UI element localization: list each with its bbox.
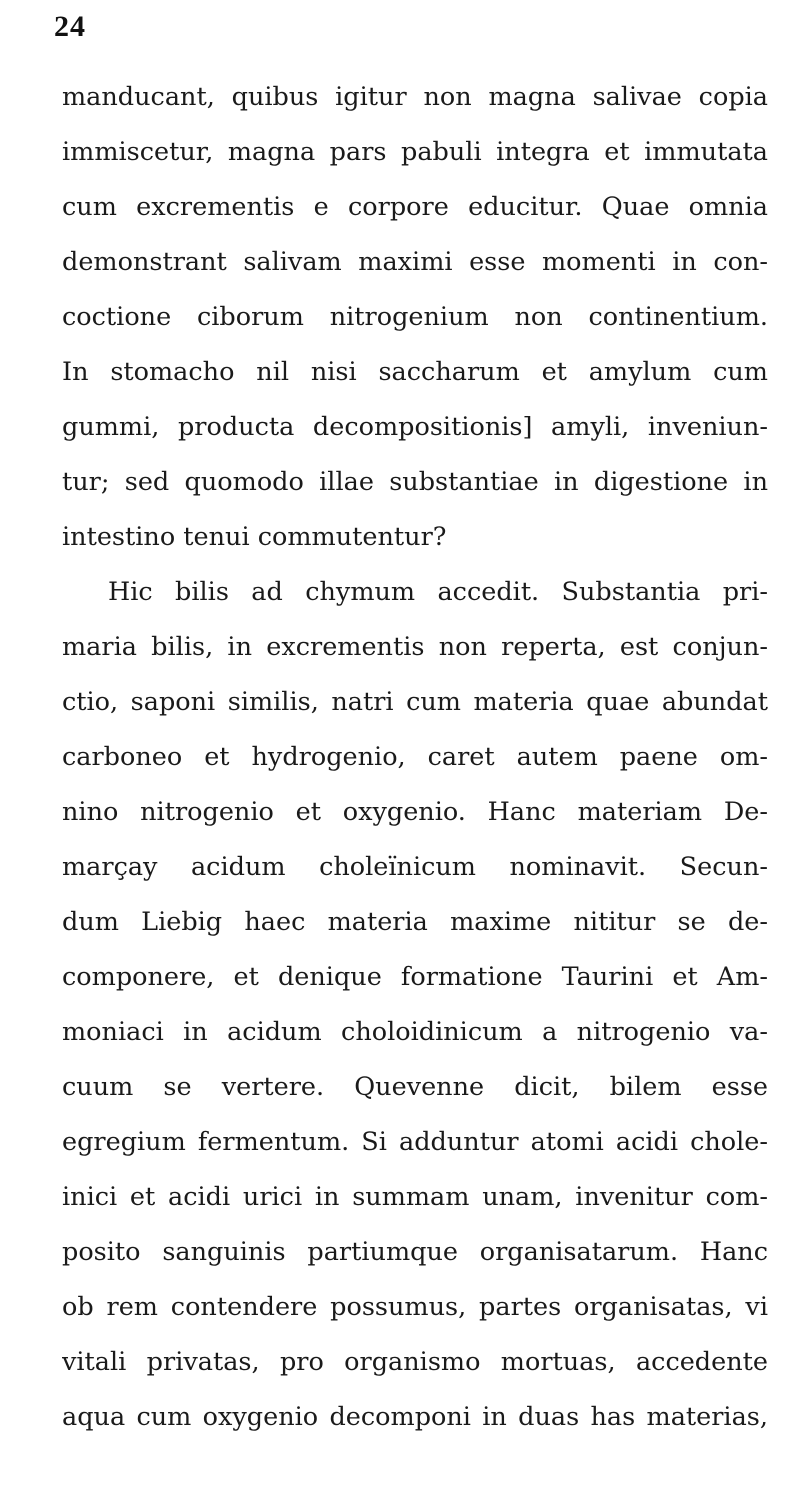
text-line: vitali privatas, pro organismo mortuas, accedente	[62, 1347, 768, 1377]
text-line: maria bilis, in excrementis non reperta, est conjun-	[62, 632, 768, 662]
text-line: dum Liebig haec materia maxime nititur se de-	[62, 907, 768, 937]
text-line: egregium fermentum. Si adduntur atomi acidi chole-	[62, 1127, 768, 1157]
text-line: gummi, producta decompositionis] amyli, inveniun-	[62, 412, 768, 442]
text-line: componere, et denique formatione Taurini et Am-	[62, 962, 768, 992]
text-line: ob rem contendere possumus, partes organisatas, vi	[62, 1292, 768, 1322]
text-line: manducant, quibus igitur non magna salivae copia	[62, 82, 768, 112]
text-line: demonstrant salivam maximi esse momenti in con-	[62, 247, 768, 277]
paragraph-last-line: intestino tenui commutentur?	[62, 522, 447, 552]
text-line: nino nitrogenio et oxygenio. Hanc materiam De-	[62, 797, 768, 827]
text-line: immiscetur, magna pars pabuli integra et immutata	[62, 137, 768, 167]
text-line: carboneo et hydrogenio, caret autem paene om-	[62, 742, 768, 772]
text-line: cum excrementis e corpore educitur. Quae omnia	[62, 192, 768, 222]
text-line: In stomacho nil nisi saccharum et amylum cum	[62, 357, 768, 387]
text-line: tur; sed quomodo illae substantiae in digestione in	[62, 467, 768, 497]
text-line: moniaci in acidum choloidinicum a nitrogenio va-	[62, 1017, 768, 1047]
text-line: marçay acidum choleïnicum nominavit. Secun-	[62, 852, 768, 882]
paragraph-first-line: Hic bilis ad chymum accedit. Substantia pri-	[108, 577, 768, 607]
text-line: ctio, saponi similis, natri cum materia quae abundat	[62, 687, 768, 717]
text-line: posito sanguinis partiumque organisatarum. Hanc	[62, 1237, 768, 1267]
text-line: cuum se vertere. Quevenne dicit, bilem esse	[62, 1072, 768, 1102]
text-line: aqua cum oxygenio decomponi in duas has materias,	[62, 1402, 768, 1432]
page-number: 24	[54, 10, 86, 43]
text-line: inici et acidi urici in summam unam, invenitur com-	[62, 1182, 768, 1212]
text-line: coctione ciborum nitrogenium non continentium.	[62, 302, 768, 332]
